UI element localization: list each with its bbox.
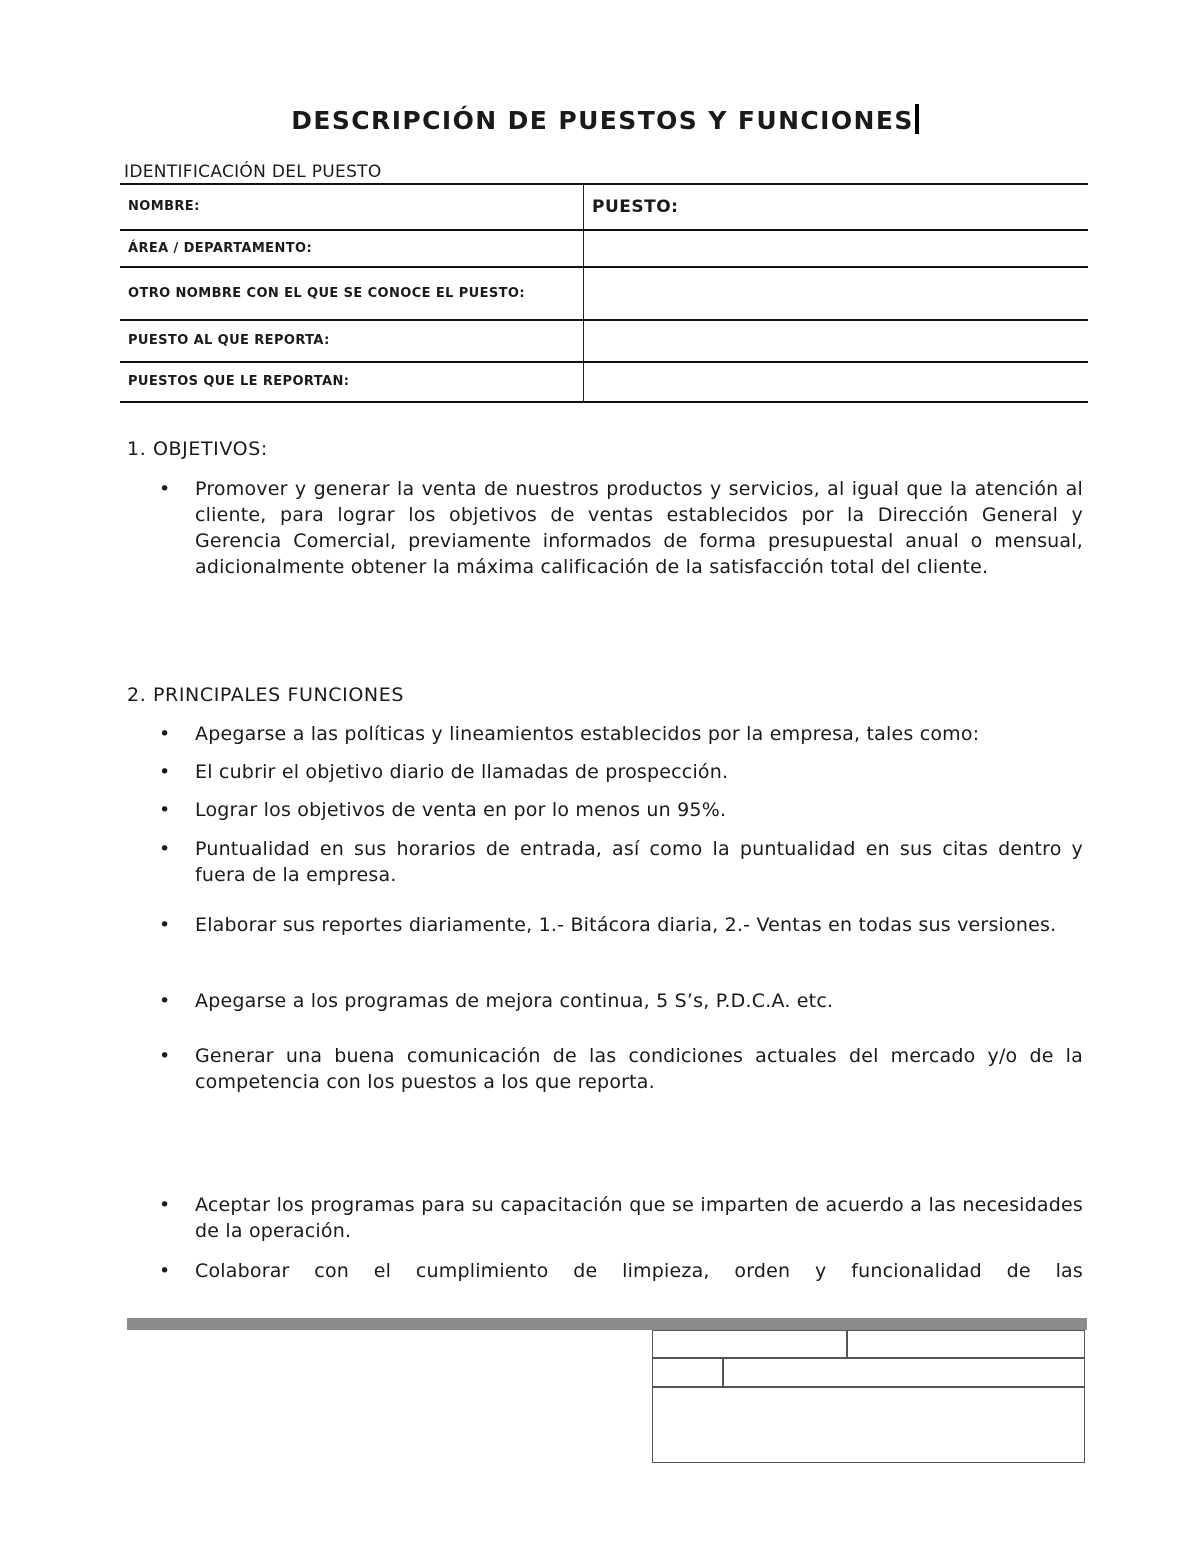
page-title: DESCRIPCIÓN DE PUESTOS Y FUNCIONES (0, 104, 1200, 135)
reporta-a-value[interactable] (584, 320, 1089, 362)
otro-nombre-label: OTRO NOMBRE CON EL QUE SE CONOCE EL PUESTO: (120, 267, 584, 320)
reporta-a-label: PUESTO AL QUE REPORTA: (120, 320, 584, 362)
funciones-list-a (195, 721, 1083, 747)
footer-cell-1 (652, 1330, 848, 1359)
list-item: • Apegarse a las políticas y lineamientos establecidos por la empresa, tales como: (195, 721, 1083, 747)
row-reporta-a (120, 320, 1088, 362)
footer-cell-5 (652, 1386, 1085, 1463)
list-item: • Puntualidad en sus horarios de entrada, así como la puntualidad en sus citas dentro y fuera de la empresa. (195, 836, 1083, 888)
funciones-list-i (195, 1258, 1083, 1284)
le-reportan-value[interactable] (584, 362, 1089, 402)
list-item: • Apegarse a los programas de mejora continua, 5 S’s, P.D.C.A. etc. (195, 988, 1083, 1014)
puesto-label: PUESTO: (592, 197, 679, 217)
list-item: • Generar una buena comunicación de las condiciones actuales del mercado y/o de la competencia con los puestos a los que reporta. (195, 1043, 1083, 1095)
objetivos-list (195, 476, 1083, 580)
nombre-label: NOMBRE: (120, 184, 584, 230)
footer-cell-2 (846, 1330, 1085, 1359)
area-label: ÁREA / DEPARTAMENTO: (120, 230, 584, 267)
list-item: • Promover y generar la venta de nuestros productos y servicios, al igual que la atención al cliente, para lograr los objetivos de ventas establecidos por la Dirección General y Gerencia Comercial, previamente informados de forma presupuestal anual o mensual, adicionalmente obtener la máxima calificación de la satisfacción total del cliente. (195, 476, 1083, 580)
footer-cell-4 (722, 1357, 1085, 1388)
list-item: • El cubrir el objetivo diario de llamadas de prospección. (195, 759, 1083, 785)
row-le-reportan (120, 362, 1088, 402)
row-area (120, 230, 1088, 267)
funciones-list-d (195, 836, 1083, 888)
list-item: • Aceptar los programas para su capacitación que se imparten de acuerdo a las necesidades de la operación. (195, 1192, 1083, 1244)
funciones-list-g (195, 1043, 1083, 1095)
funciones-list-b (195, 759, 1083, 785)
footer-rule (127, 1318, 1087, 1330)
funciones-list-f (195, 988, 1083, 1014)
row-otro-nombre (120, 267, 1088, 320)
footer-cell-3 (652, 1357, 724, 1388)
funciones-heading: 2. PRINCIPALES FUNCIONES (127, 684, 404, 706)
list-item: • Lograr los objetivos de venta en por lo menos un 95%. (195, 797, 1083, 823)
otro-nombre-value[interactable] (584, 267, 1089, 320)
text-cursor (915, 104, 919, 134)
list-item: • Colaborar con el cumplimiento de limpieza, orden y funcionalidad de las (195, 1258, 1083, 1284)
row-nombre (120, 184, 1088, 230)
area-value[interactable] (584, 230, 1089, 267)
identification-label: IDENTIFICACIÓN DEL PUESTO (124, 162, 382, 182)
objetivos-heading: 1. OBJETIVOS: (127, 438, 268, 460)
identification-table (120, 183, 1088, 403)
funciones-list-h (195, 1192, 1083, 1244)
le-reportan-label: PUESTOS QUE LE REPORTAN: (120, 362, 584, 402)
list-item: • Elaborar sus reportes diariamente, 1.- Bitácora diaria, 2.- Ventas en todas sus versiones. (195, 912, 1083, 938)
funciones-list-c (195, 797, 1083, 823)
funciones-list-e (195, 912, 1083, 938)
